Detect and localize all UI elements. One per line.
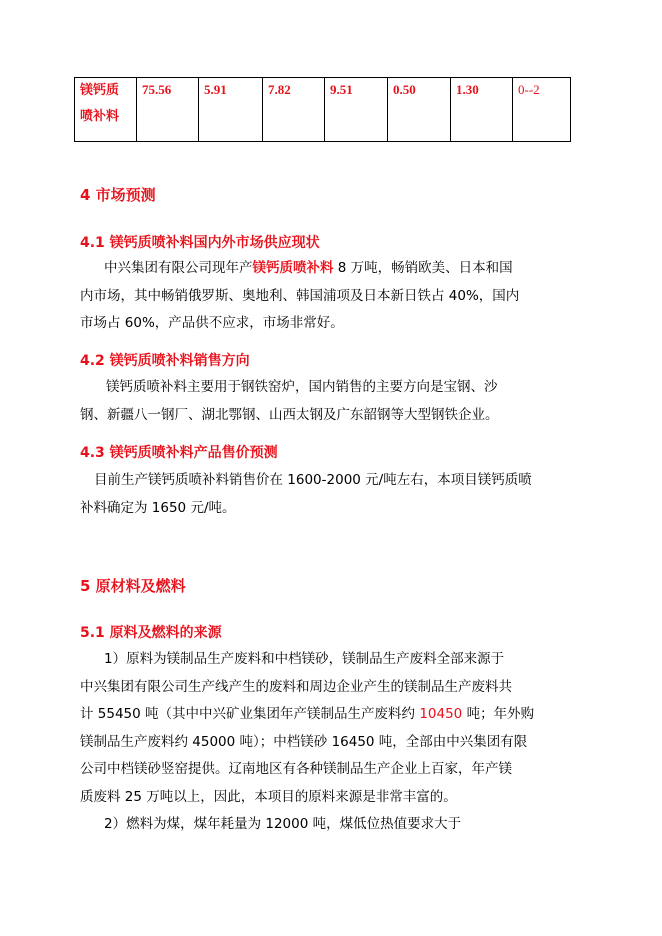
section-4-3-heading: 4.3 镁钙质喷补料产品售价预测 — [80, 445, 278, 461]
paragraph-line — [80, 255, 580, 283]
table-cell: 9.51 — [325, 78, 388, 142]
paragraph-line: 钢、新疆八一钢厂、湖北鄂钢、山西太钢及广东韶钢等大型钢铁企业。 — [80, 406, 499, 423]
section-4-2-paragraph — [80, 374, 580, 429]
section-5-heading: 5 原材料及燃料 — [80, 577, 186, 595]
paragraph-line: 镁制品生产废料约 45000 吨）；中档镁砂 16450 吨，全部由中兴集团有限 — [80, 733, 528, 750]
section-5-1-heading: 5.1 原料及燃料的来源 — [80, 625, 222, 641]
section-5-1-paragraph — [80, 646, 580, 839]
section-4-2-heading: 4.2 镁钙质喷补料销售方向 — [80, 353, 250, 369]
paragraph-line: 中兴集团有限公司生产线产生的废料和周边企业产生的镁制品生产废料共 — [80, 678, 512, 695]
paragraph-line: 2）燃料为煤，煤年耗量为 12000 吨，煤低位热值要求大于 — [104, 816, 462, 832]
highlight-text: 镁钙质喷补料 — [252, 260, 334, 276]
table-cell: 75.56 — [137, 78, 199, 142]
paragraph-line: 镁钙质喷补料主要用于钢铁窑炉，国内销售的主要方向是宝钢、沙 — [106, 379, 498, 395]
table-cell: 5.91 — [199, 78, 263, 142]
table-cell: 1.30 — [451, 78, 513, 142]
table-cell: 0.50 — [388, 78, 451, 142]
paragraph-line: 质废料 25 万吨以上，因此，本项目的原料来源是非常丰富的。 — [80, 788, 457, 805]
section-4-1-paragraph — [80, 255, 580, 338]
composition-table — [74, 77, 571, 142]
table-row — [75, 78, 571, 142]
text: 中兴集团有限公司现年产 — [104, 260, 253, 276]
paragraph-line: 1）原料为镁制品生产废料和中档镁砂，镁制品生产废料全部来源于 — [104, 651, 505, 667]
section-4-1-heading: 4.1 镁钙质喷补料国内外市场供应现状 — [80, 235, 320, 251]
section-4-3-paragraph — [80, 467, 580, 522]
table-cell: 7.82 — [263, 78, 325, 142]
text: 计 55450 吨（其中中兴矿业集团年产镁制品生产废料约 — [80, 706, 420, 722]
paragraph-line: 内市场，其中畅销俄罗斯、奥地利、韩国浦项及日本新日铁占 40%，国内 — [80, 287, 520, 304]
text: 吨；年外购 — [462, 706, 535, 722]
highlight-number: 10450 — [419, 706, 463, 722]
paragraph-line: 目前生产镁钙质喷补料销售价在 1600-2000 元/吨左右，本项目镁钙质喷 — [94, 472, 532, 488]
table-cell-material: 镁钙质 喷补料 — [75, 78, 137, 142]
text: 8 万吨，畅销欧美、日本和国 — [333, 260, 513, 276]
paragraph-line: 补料确定为 1650 元/吨。 — [80, 499, 236, 516]
table-cell: 0--2 — [513, 78, 571, 142]
paragraph-line: 市场占 60%，产品供不应求，市场非常好。 — [80, 315, 344, 331]
paragraph-line — [80, 701, 580, 729]
paragraph-line: 公司中档镁砂竖窑提供。辽南地区有各种镁制品生产企业上百家，年产镁 — [80, 761, 512, 777]
section-4-heading: 4 市场预测 — [80, 186, 156, 204]
